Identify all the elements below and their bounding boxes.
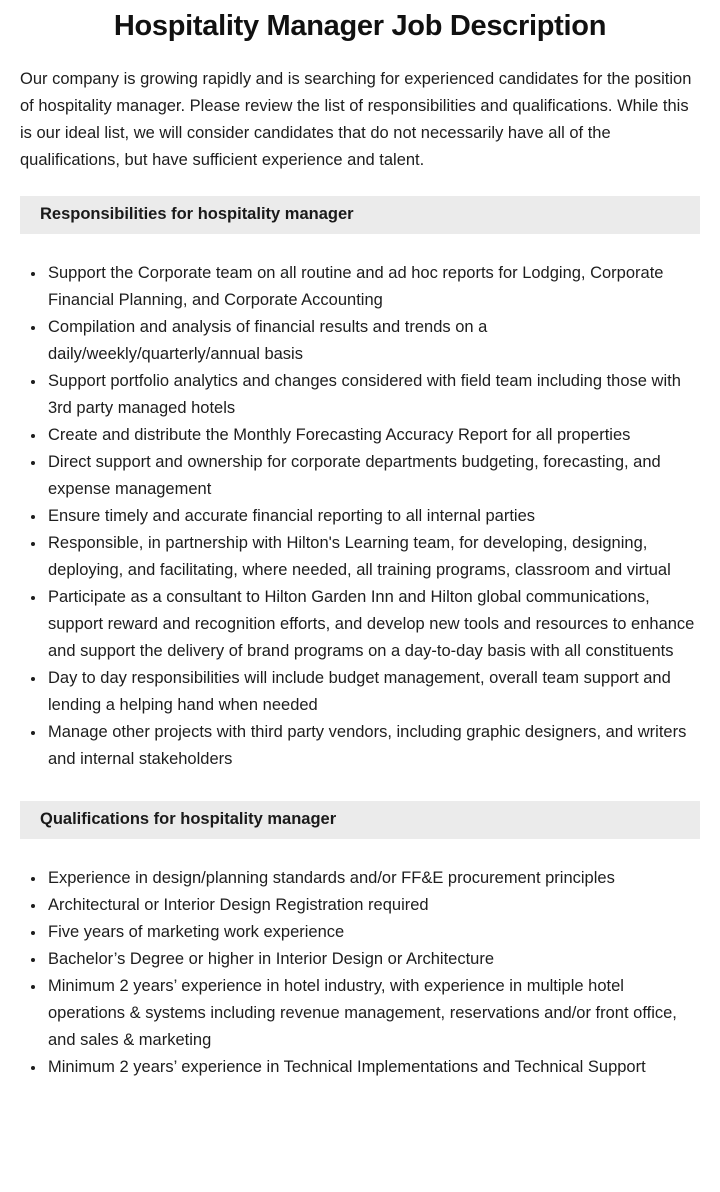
list-item: • Experience in design/planning standards and/or FF&E procurement principles <box>46 865 700 892</box>
list-item: • Five years of marketing work experience <box>46 919 700 946</box>
list-item: • Support portfolio analytics and changes considered with field team including those with 3rd party managed hotels <box>46 368 700 422</box>
list-item: • Architectural or Interior Design Registration required <box>46 892 700 919</box>
qualifications-heading: Qualifications for hospitality manager <box>20 801 700 839</box>
responsibilities-heading: Responsibilities for hospitality manager <box>20 196 700 234</box>
responsibilities-section <box>20 196 700 773</box>
list-item: • Compilation and analysis of financial results and trends on a daily/weekly/quarterly/annual basis <box>46 314 700 368</box>
list-item: • Minimum 2 years’ experience in Technical Implementations and Technical Support <box>46 1054 700 1081</box>
list-item: • Ensure timely and accurate financial reporting to all internal parties <box>46 503 700 530</box>
intro-paragraph: Our company is growing rapidly and is searching for experienced candidates for the position of hospitality manager. Please review the list of responsibilities and qualifications. While this is our ideal list, we will consider candidates that do not necessarily have all of the qualifications, but have sufficient experience and talent. <box>20 70 692 169</box>
list-item: • Create and distribute the Monthly Forecasting Accuracy Report for all properties <box>46 422 700 449</box>
qualifications-section <box>20 801 700 1081</box>
list-item: • Support the Corporate team on all routine and ad hoc reports for Lodging, Corporate Financial Planning, and Corporate Accounting <box>46 260 700 314</box>
list-item: • Day to day responsibilities will include budget management, overall team support and lending a helping hand when needed <box>46 665 700 719</box>
list-item: • Participate as a consultant to Hilton Garden Inn and Hilton global communications, support reward and recognition efforts, and develop new tools and resources to enhance and support the delivery of brand programs on a day-to-day basis with all constituents <box>46 584 700 665</box>
list-item: • Bachelor’s Degree or higher in Interior Design or Architecture <box>46 946 700 973</box>
list-item: • Manage other projects with third party vendors, including graphic designers, and writers and internal stakeholders <box>46 719 700 773</box>
page-title: Hospitality Manager Job Description <box>113 10 607 42</box>
list-item: • Minimum 2 years’ experience in hotel industry, with experience in multiple hotel operations & systems including revenue management, reservations and/or front office, and sales & marketing <box>46 973 700 1054</box>
list-item: • Direct support and ownership for corporate departments budgeting, forecasting, and expense management <box>46 449 700 503</box>
responsibilities-list <box>20 260 700 773</box>
list-item: • Responsible, in partnership with Hilton's Learning team, for developing, designing, deploying, and facilitating, where needed, all training programs, classroom and virtual <box>46 530 700 584</box>
qualifications-list <box>20 865 700 1081</box>
